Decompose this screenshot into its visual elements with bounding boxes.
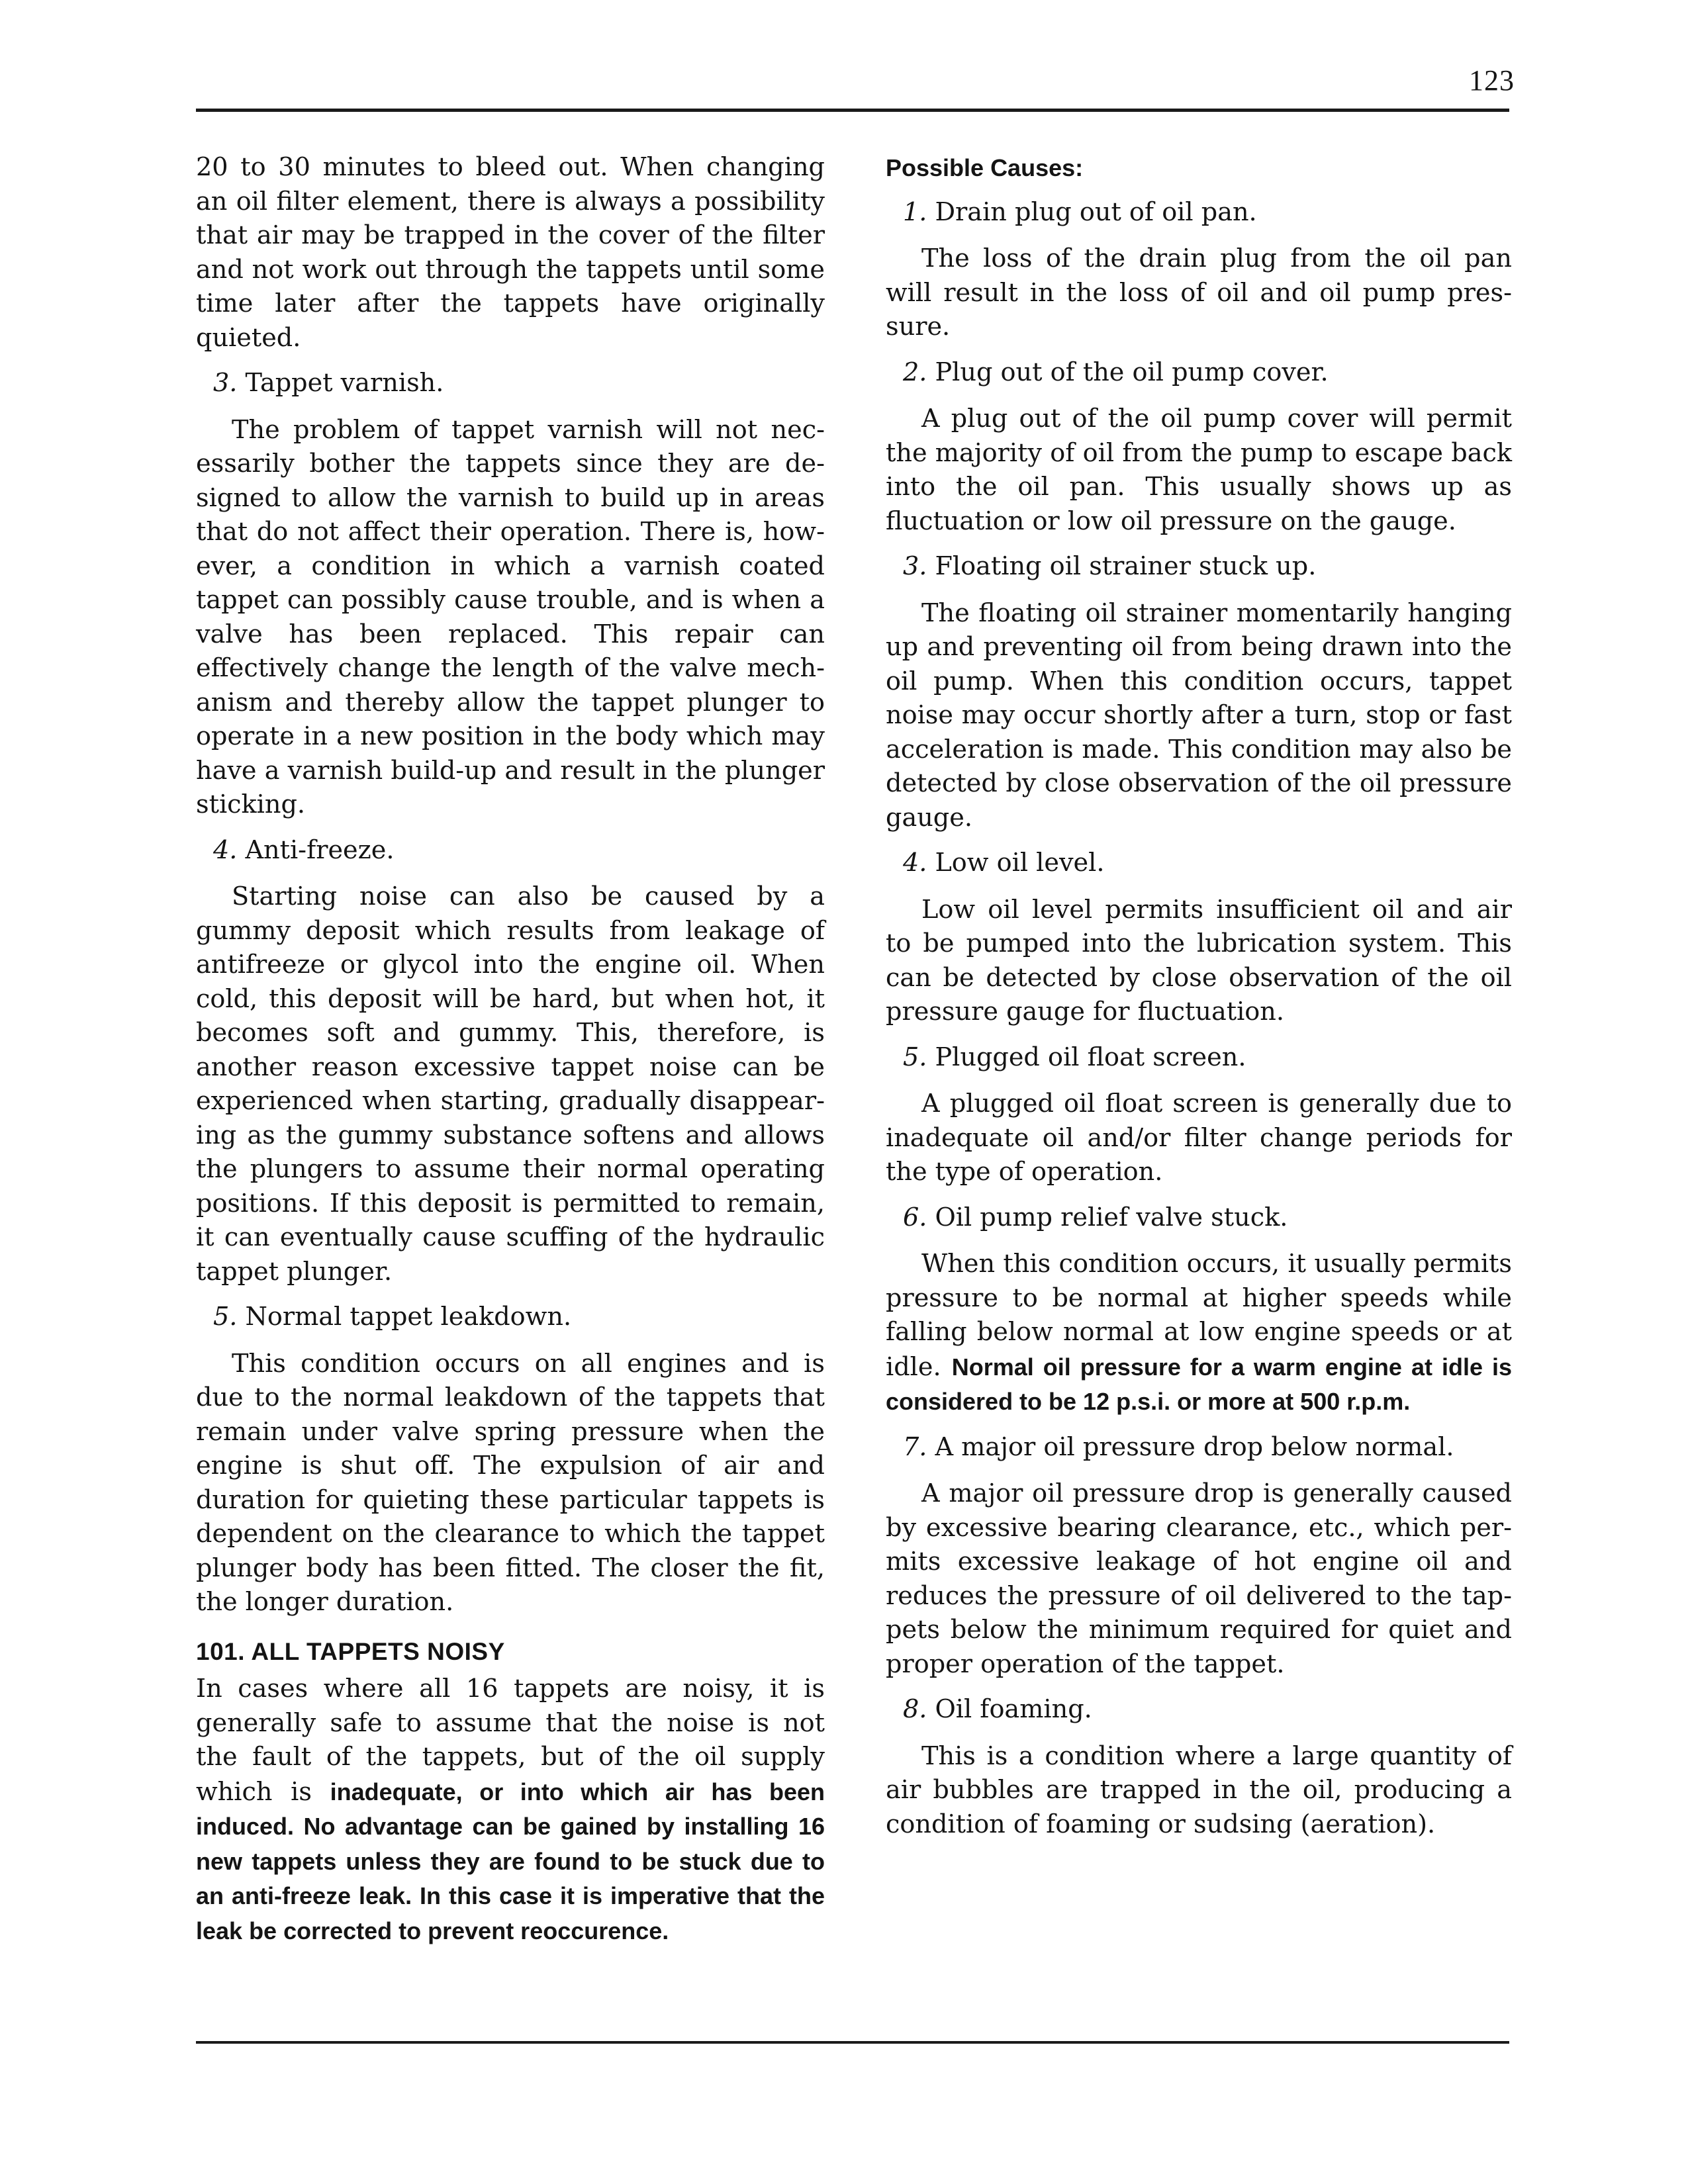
- paragraph-cause-2: A plug out of the oil pump cover will permit the majority of oil from the pump to escape back into the oil pan. This usually shows up as fluctuation or low oil pressure on the gauge.: [886, 404, 1512, 536]
- item-title: Drain plug out of oil pan.: [935, 197, 1257, 227]
- cause-5: [886, 1041, 1512, 1075]
- paragraph-cause-4: Low oil level permits insufficient oil and air to be pumped into the lubrication system. This can be detected by close observation of the oil pressure gauge for fluctuation.: [886, 895, 1512, 1026]
- item-title: Plug out of the oil pump cover.: [935, 357, 1329, 387]
- item-number: 4.: [213, 835, 238, 865]
- cause-7: [886, 1431, 1512, 1465]
- item-number: 3.: [903, 552, 927, 581]
- item-title: A major oil pressure drop below normal.: [935, 1432, 1454, 1462]
- paragraph-cause-7: A major oil pressure drop is generally caused by excessive bearing clearance, etc., which permits excessive leakage of hot engine oil and reduces the pressure of oil delivered to the tappets below the minimum required for quiet and proper operation of the tappet.: [886, 1479, 1512, 1679]
- paragraph-text: When this condition occurs, it usually permits pressure to be normal at higher speeds while falling below normal at low engine speeds or at idle.: [886, 1250, 1512, 1382]
- left-column: [196, 151, 825, 1960]
- item-title: Anti-freeze.: [245, 835, 395, 865]
- item-number: 3.: [213, 369, 238, 398]
- paragraph-cause-8: This is a condition where a large quantity of air bubbles are trapped in the oil, producing a condition of foaming or sudsing (aeration).: [886, 1741, 1512, 1839]
- item-title: Floating oil strainer stuck up.: [935, 552, 1317, 581]
- cause-3: [886, 550, 1512, 584]
- item-number: 7.: [903, 1432, 927, 1462]
- paragraph-anti-freeze: Starting noise can also be caused by a gummy deposit which results from leakage of antifreeze or glycol into the engine oil. When cold, this deposit will be hard, but when hot, it becomes soft and gummy. This, therefore, is another reason excessive tappet noise can be experienced when starting, gradually disappearing as the gummy substance softens and allows the plungers to assume their normal operating positions. If this deposit is permitted to remain, it can eventually cause scuffing of the hydraulic tappet plunger.: [196, 882, 825, 1287]
- item-title: Oil pump relief valve stuck.: [935, 1203, 1288, 1232]
- paragraph-normal-leakdown: This condition occurs on all engines and is due to the normal leakdown of the tappets that remain under valve spring pressure when the engine is shut off. The expulsion of air and duration for quieting these particular tappets is dependent on the clearance to which the tappet plunger body has been fitted. The closer the fit, the longer duration.: [196, 1349, 825, 1617]
- paragraph-cause-5: A plugged oil float screen is generally due to inadequate oil and/or filter change periods for the type of operation.: [886, 1089, 1512, 1187]
- paragraph-cause-6: [886, 1248, 1512, 1420]
- paragraph-cause-1: The loss of the drain plug from the oil pan will result in the loss of oil and oil pump pressure.: [886, 244, 1512, 341]
- item-title: Tappet varnish.: [245, 369, 444, 398]
- paragraph-bold-text: Normal oil pressure for a warm engine at idle is considered to be 12 p.s.i. or more at 500 r.p.m.: [886, 1353, 1512, 1415]
- cause-6: [886, 1201, 1512, 1236]
- bottom-rule: [196, 2041, 1509, 2044]
- paragraph-bold-text: inadequate, or into which air has been induced. No advantage can be gained by installing 16 new tappets unless they are found to be stuck due to an anti-freeze leak. In this case it is imperative that the leak be corrected to prevent reoccurence.: [196, 1778, 825, 1944]
- item-anti-freeze: [196, 834, 825, 868]
- item-number: 4.: [903, 848, 927, 878]
- paragraph-text: In cases where all 16 tappets are noisy, it is generally safe to assume that the noise is not the fault of the tappets, but of the oil supply which is: [196, 1674, 825, 1807]
- item-number: 2.: [903, 357, 927, 387]
- cause-2: [886, 356, 1512, 390]
- top-rule: [196, 109, 1509, 112]
- item-title: Plugged oil float screen.: [935, 1042, 1246, 1072]
- item-tappet-varnish: [196, 367, 825, 401]
- paragraph-all-tappets-noisy: [196, 1672, 825, 1948]
- paragraph-bleed-out: 20 to 30 minutes to bleed out. When changing an oil filter element, there is always a possibility that air may be trapped in the cover of the filter and not work out through the tappets until some time later after the tappets have originally quieted.: [196, 153, 825, 353]
- possible-causes-heading: Possible Causes:: [886, 154, 1084, 181]
- item-title: Low oil level.: [935, 848, 1105, 878]
- item-normal-leakdown: [196, 1300, 825, 1335]
- cause-4: [886, 846, 1512, 881]
- item-title: Oil foaming.: [935, 1695, 1092, 1724]
- paragraph-tappet-varnish: The problem of tappet varnish will not necessarily bother the tappets since they are designed to allow the varnish to build up in areas that do not affect their operation. There is, however, a condition in which a varnish coated tappet can possibly cause trouble, and is when a valve has been replaced. This repair can effectively change the length of the valve mechanism and thereby allow the tappet plunger to operate in a new position in the body which may have a varnish build-up and result in the plunger sticking.: [196, 415, 825, 819]
- item-number: 5.: [213, 1302, 238, 1332]
- paragraph-cause-3: The floating oil strainer momentarily hanging up and preventing oil from being drawn into the oil pump. When this condition occurs, tappet noise may occur shortly after a turn, stop or fast acceleration is made. This condition may also be detected by close observation of the oil pressure gauge.: [886, 598, 1512, 833]
- item-number: 1.: [903, 197, 927, 227]
- item-number: 6.: [903, 1203, 927, 1232]
- section-heading-101: 101. ALL TAPPETS NOISY: [196, 1637, 505, 1665]
- page-number: 123: [1469, 64, 1515, 97]
- item-number: 8.: [903, 1695, 927, 1724]
- cause-1: [886, 196, 1512, 230]
- item-title: Normal tappet leakdown.: [245, 1302, 572, 1332]
- right-column: [886, 151, 1512, 1853]
- cause-8: [886, 1693, 1512, 1727]
- item-number: 5.: [903, 1042, 927, 1072]
